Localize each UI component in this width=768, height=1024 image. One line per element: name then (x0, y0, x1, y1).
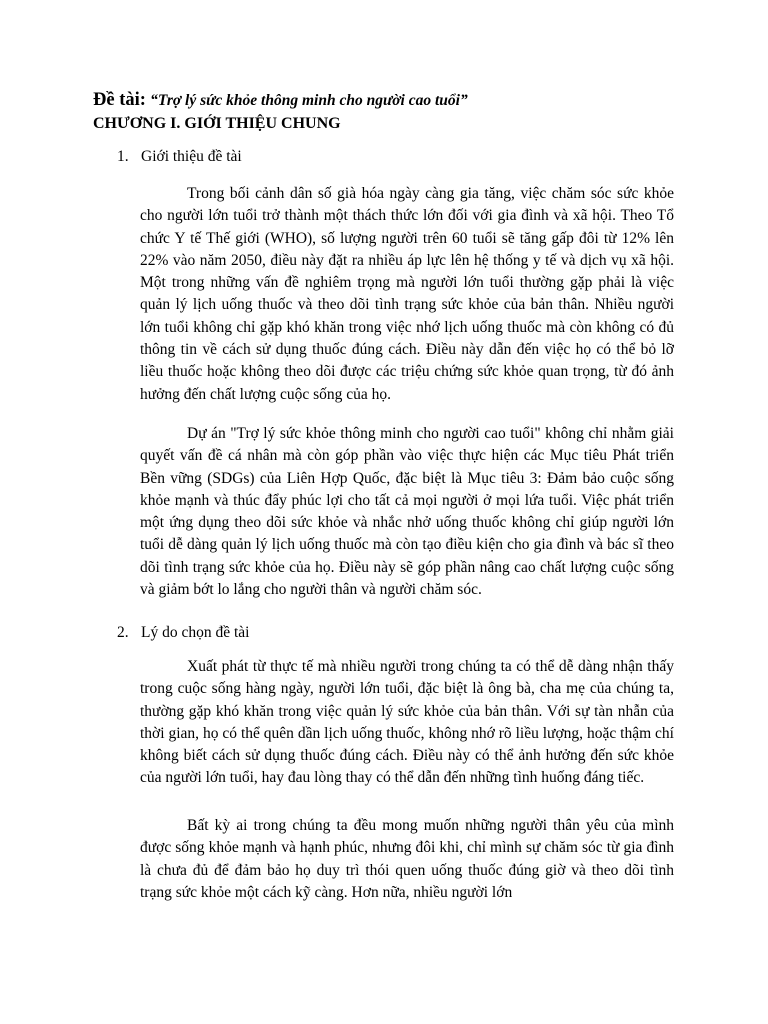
topic-label: Đề tài: (93, 90, 146, 110)
section-heading-2 (117, 622, 249, 644)
section-title: Giới thiệu đề tài (141, 148, 242, 165)
section-heading-1 (117, 146, 242, 168)
section-number: 2. (117, 624, 129, 641)
paragraph: Xuất phát từ thực tế mà nhiều người trong chúng ta có thể dễ dàng nhận thấy trong cuộc sống hàng ngày, người lớn tuổi, đặc biệt là ông bà, cha mẹ của chúng ta, thường gặp khó khăn trong việc quản lý sức khỏe của bản thân. Với sự tàn nhẫn của thời gian, họ có thể quên dần lịch uống thuốc, không nhớ rõ liều lượng, hoặc thậm chí không biết cách sử dụng thuốc đúng cách. Điều này có thể ảnh hưởng đến sức khỏe của người lớn tuổi, hay đau lòng thay có thể dẫn đến những tình huống đáng tiếc. (140, 658, 674, 787)
paragraph: Dự án "Trợ lý sức khỏe thông minh cho người cao tuổi" không chỉ nhằm giải quyết vấn đề cá nhân mà còn góp phần vào việc thực hiện các Mục tiêu Phát triển Bền vững (SDGs) của Liên Hợp Quốc, đặc biệt là Mục tiêu 3: Đảm bảo cuộc sống khỏe mạnh và thúc đẩy phúc lợi cho tất cả mọi người ở mọi lứa tuổi. Việc phát triển một ứng dụng theo dõi sức khỏe và nhắc nhở uống thuốc không chỉ giúp người lớn tuổi dễ dàng quản lý lịch uống thuốc mà còn tạo điều kiện cho gia đình và bác sĩ theo dõi tình trạng sức khỏe của họ. Điều này sẽ góp phần nâng cao chất lượng cuộc sống và giảm bớt lo lắng cho người thân và người chăm sóc. (140, 425, 674, 599)
paragraph: Bất kỳ ai trong chúng ta đều mong muốn những người thân yêu của mình được sống khỏe mạnh và hạnh phúc, nhưng đôi khi, chỉ mình sự chăm sóc từ gia đình là chưa đủ để đảm bảo họ duy trì thói quen uống thuốc đúng giờ và theo dõi tình trạng sức khỏe một cách kỹ càng. Hơn nữa, nhiều người lớn (140, 817, 674, 901)
chapter-title: CHƯƠNG I. GIỚI THIỆU CHUNG (93, 115, 341, 132)
topic-line (93, 88, 468, 113)
paragraph: Trong bối cảnh dân số già hóa ngày càng gia tăng, việc chăm sóc sức khỏe cho người lớn tuổi trở thành một thách thức lớn đối với gia đình và xã hội. Theo Tổ chức Y tế Thế giới (WHO), số lượng người trên 60 tuổi sẽ tăng gấp đôi từ 12% lên 22% vào năm 2050, điều này đặt ra nhiều áp lực lên hệ thống y tế và dịch vụ xã hội. Một trong những vấn đề nghiêm trọng mà người lớn tuổi thường gặp phải là việc quản lý lịch uống thuốc và theo dõi tình trạng sức khỏe của bản thân. Nhiều người lớn tuổi không chỉ gặp khó khăn trong việc nhớ lịch uống thuốc mà còn không có đủ thông tin về cách sử dụng thuốc đúng cách. Điều này dẫn đến việc họ có thể bỏ lỡ liều thuốc hoặc không theo dõi được các triệu chứng sức khỏe quan trọng, từ đó ảnh hưởng đến chất lượng cuộc sống của họ. (140, 185, 674, 403)
section-number: 1. (117, 148, 129, 165)
section-title: Lý do chọn đề tài (141, 624, 250, 641)
topic-title: “Trợ lý sức khỏe thông minh cho người cao tuổi” (150, 92, 468, 109)
